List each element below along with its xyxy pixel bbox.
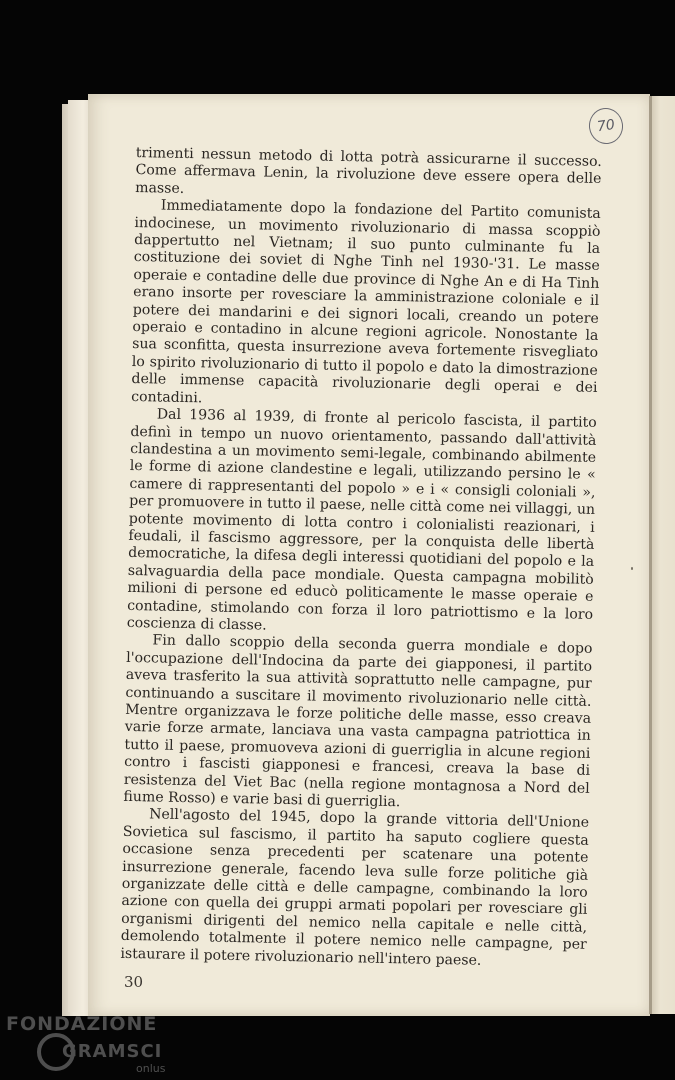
paragraph-4: Fin dallo scoppio della seconda guerra mondiale e dopo l'occupazione dell'Indocina da parte dei giapponesi, il partito aveva trasferito la sua attività soprattutto nelle campagne, pur continuando a suscitare il movimento rivoluzionario nelle città. Mentre organizzava le forze politiche delle masse, esso creava varie forze armate, lanciava una vasta campagna patriottica in tutto il paese, promuoveva azioni di guerriglia in alcune regioni contro i fascisti giapponesi e francesi, creava la base di resistenza del Viet Bac (nella regione montagnosa a Nord del fiume Rosso) e varie basi di guerriglia.	[123, 632, 593, 811]
paper-speck	[631, 567, 633, 570]
watermark-line1: FONDAZIONE	[6, 1013, 158, 1035]
paragraph-3: Dal 1936 al 1939, di fronte al pericolo fascista, il partito definì in tempo un nuovo orientamento, passando dall'attività clandestina a un movimento semi-legale, combinando abilmente le forme di azione clandestine e legali, utilizzando persino le « camere di rappresentanti del popolo » e i « consigli coloniali », per promuovere in tutto il paese, nelle città come nei villaggi, un potente movimento di lotta contro i colonialisti reazionari, i feudali, il fascismo aggressore, per la conquista delle libertà democratiche, la difesa degli interessi quotidiani del popolo e la salvaguardia della pace mondiale. Questa campagna mobilitò milioni di persone ed educò politicamente le masse operaie e contadine, stimolando con forza il loro patriottismo e la loro coscienza di classe.	[126, 406, 597, 634]
page-number: 30	[124, 973, 144, 991]
body-text	[120, 145, 602, 972]
paragraph-2: Immediatamente dopo la fondazione del Partito comunista indocinese, un movimento rivoluzionario di massa scoppiò dappertutto nel Vietnam; il suo punto culminante fu la costituzione dei soviet di Nghe Tinh nel 1930-'31. Le masse operaie e contadine delle due province di Nghe An e di Ha Tinh erano insorte per rovesciare la amministrazione coloniale e il potere dei mandarini e dei signori locali, creando un potere operaio e contadino in alcune regioni agricole. Nonostante la sua sconfitta, questa insurrezione aveva fortemente risvegliato lo spirito rivoluzionario di tutto il popolo e dato la dimostrazione delle immense capacità rivoluzionarie degli operai e dei contadini.	[131, 197, 601, 407]
paragraph-5: Nell'agosto del 1945, dopo la grande vittoria dell'Unione Sovietica sul fascismo, il partito ha saputo cogliere questa occasione senza precedenti per scatenare una potente insurrezione generale, facendo leva sulle forze politiche già organizzate delle città e delle campagne, combinando la loro azione con quella dei gruppi armati popolari per rovesciare gli organismi dirigenti del nemico nella capitale e nelle città, demolendo totalmente il potere nemico nelle campagne, per istaurare il potere rivoluzionario nell'intero paese.	[120, 806, 590, 969]
handwritten-page-annotation: 70	[587, 106, 626, 146]
paragraph-1: trimenti nessun metodo di lotta potrà assicurarne il successo. Come affermava Lenin, la rivoluzione deve essere opera delle masse.	[135, 145, 602, 197]
page-gutter	[649, 96, 652, 1014]
watermark-line3: onlus	[136, 1062, 166, 1075]
fondazione-gramsci-watermark	[4, 1010, 174, 1076]
facing-page-edge	[650, 96, 675, 1014]
watermark-line2: GRAMSCI	[62, 1041, 163, 1062]
